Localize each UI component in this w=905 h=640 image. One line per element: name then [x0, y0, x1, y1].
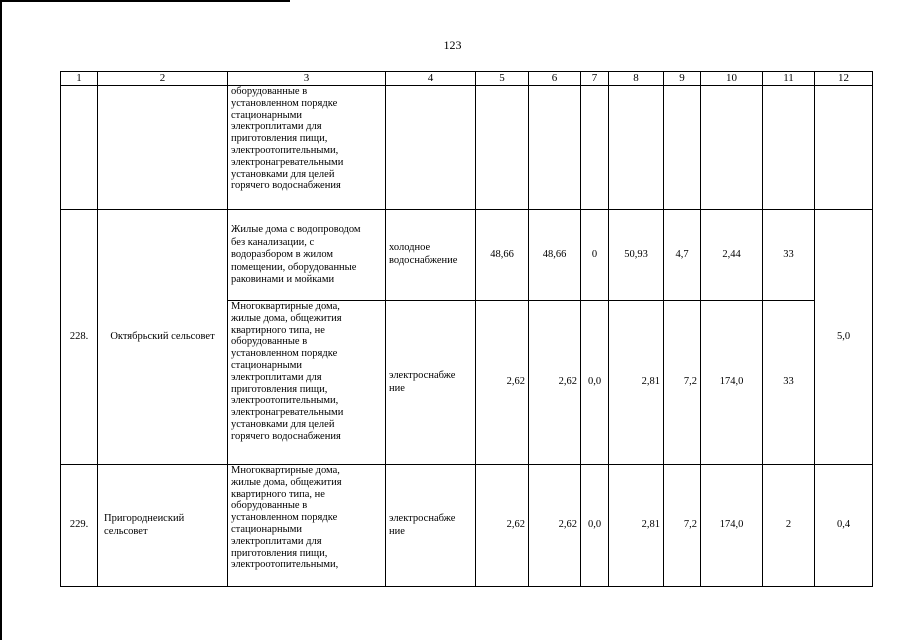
- table-row: [61, 210, 873, 301]
- value-cell: 0,0: [581, 465, 609, 587]
- service-type: холодное водоснабжение: [386, 210, 476, 301]
- header-cell: 7: [581, 72, 609, 86]
- value-cell: 0,0: [581, 301, 609, 465]
- header-cell: 3: [228, 72, 386, 86]
- table-row: [61, 465, 873, 587]
- settlement-name: Октябрьский сельсовет: [98, 210, 228, 465]
- value-cell: 48,66: [529, 210, 581, 301]
- value-cell: 174,0: [701, 301, 763, 465]
- value-cell: 2,62: [529, 301, 581, 465]
- header-cell: 8: [609, 72, 664, 86]
- tariff-table: [60, 71, 873, 587]
- header-cell: 12: [815, 72, 873, 86]
- settlement-name: Пригороднеиский сельсовет: [98, 465, 228, 587]
- scan-top-line: [0, 0, 290, 2]
- value-cell: 4,7: [664, 210, 701, 301]
- value-cell: 7,2: [664, 465, 701, 587]
- value-cell: 2,44: [701, 210, 763, 301]
- value-cell: 2: [763, 465, 815, 587]
- table-row-continuation: [61, 86, 873, 210]
- value-cell: 2,62: [476, 465, 529, 587]
- value-cell: 2,81: [609, 465, 664, 587]
- consumer-description: оборудованные в установленном порядке стационарными электроплитами для приготовления пищи, электроотопительными, электронагревательными установками для целей горячего водоснабжения: [228, 86, 386, 210]
- consumer-description: Многоквартирные дома, жилые дома, общежития квартирного типа, не оборудованные в установленном порядке стационарными электроплитами для приготовления пищи, электроотопительными, электронагревательными установками для целей горячего водоснабжения: [228, 301, 386, 465]
- header-cell: 5: [476, 72, 529, 86]
- service-type: электроснабже ние: [386, 465, 476, 587]
- header-cell: 1: [61, 72, 98, 86]
- consumer-description: Многоквартирные дома, жилые дома, общежития квартирного типа, не оборудованные в установленном порядке стационарными электроплитами для приготовления пищи, электроотопительными,: [228, 465, 386, 587]
- value-cell: 33: [763, 301, 815, 465]
- value-cell: 50,93: [609, 210, 664, 301]
- value-cell: 5,0: [815, 210, 873, 465]
- consumer-description: Жилые дома с водопроводом без канализации, с водоразбором в жилом помещении, оборудованные раковинами и мойками: [228, 210, 386, 301]
- value-cell: 174,0: [701, 465, 763, 587]
- page-number: 123: [443, 38, 462, 52]
- service-type: электроснабже ние: [386, 301, 476, 465]
- row-number: 228.: [61, 210, 98, 465]
- header-cell: 6: [529, 72, 581, 86]
- header-cell: 4: [386, 72, 476, 86]
- header-cell: 10: [701, 72, 763, 86]
- value-cell: 48,66: [476, 210, 529, 301]
- value-cell: 2,81: [609, 301, 664, 465]
- value-cell: 2,62: [476, 301, 529, 465]
- row-number: 229.: [61, 465, 98, 587]
- table-header-row: [61, 72, 873, 86]
- value-cell: 33: [763, 210, 815, 301]
- value-cell: 0: [581, 210, 609, 301]
- scan-left-border: [0, 0, 2, 640]
- value-cell: 0,4: [815, 465, 873, 587]
- value-cell: 2,62: [529, 465, 581, 587]
- header-cell: 2: [98, 72, 228, 86]
- value-cell: 7,2: [664, 301, 701, 465]
- header-cell: 9: [664, 72, 701, 86]
- header-cell: 11: [763, 72, 815, 86]
